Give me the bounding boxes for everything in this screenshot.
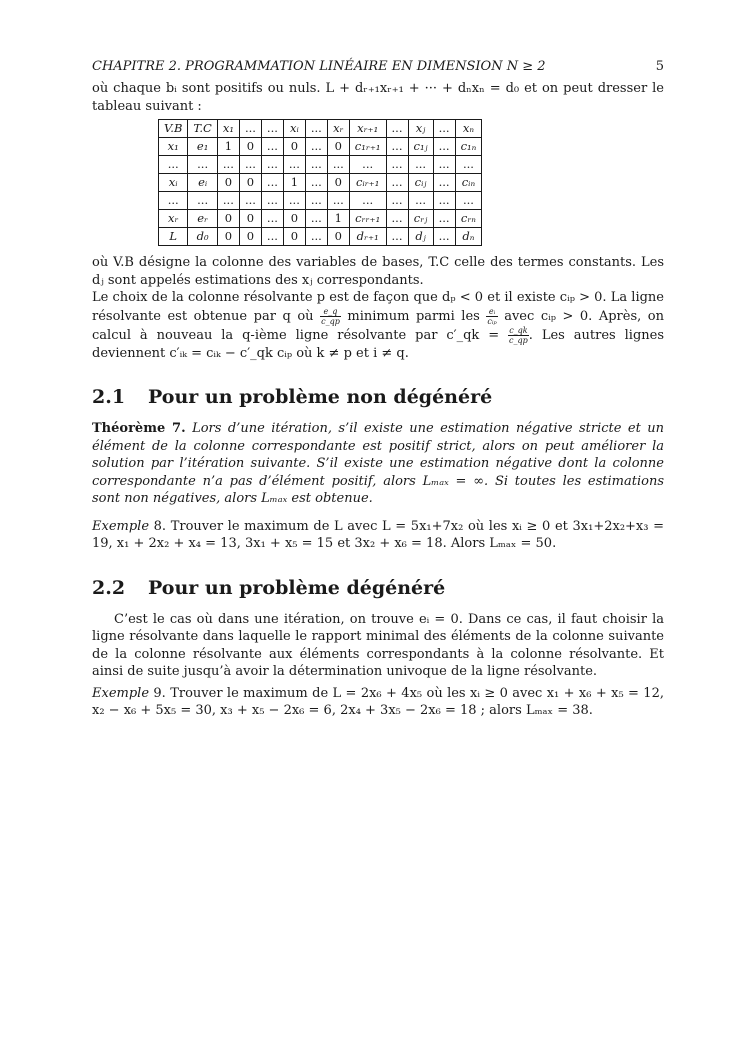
page-number: 5	[655, 59, 664, 74]
tableau-cell: xᵣ	[159, 210, 188, 228]
tableau-cell: ...	[239, 192, 261, 210]
running-header	[92, 58, 664, 80]
tableau-cell: ...	[188, 156, 217, 174]
tableau-cell: ...	[349, 192, 386, 210]
explanation-line-2b: minimum parmi les	[347, 308, 480, 324]
tableau-cell: xₙ	[455, 120, 482, 138]
tableau-cell: 0	[239, 228, 261, 246]
tableau-row	[159, 210, 482, 228]
tableau-cell: 0	[283, 138, 305, 156]
example-label: Exemple	[92, 685, 150, 701]
tableau-cell: ...	[433, 156, 455, 174]
tableau-cell: ...	[433, 138, 455, 156]
tableau-cell: ...	[455, 156, 482, 174]
tableau-cell: cᵢⱼ	[408, 174, 433, 192]
section-title: Pour un problème dégénéré	[148, 576, 446, 599]
tableau-cell: 0	[217, 210, 239, 228]
tableau-cell: ...	[327, 192, 349, 210]
simplex-tableau	[158, 119, 482, 246]
tableau-cell: xᵣ₊₁	[349, 120, 386, 138]
degenerate-paragraph: C’est le cas où dans une itération, on trouve eᵢ = 0. Dans ce cas, il faut choisir la ligne résolvante dans laquelle le rapport minimal des éléments de la colonne suivante de la colonne résolvante aux éléments correspondants à la colonne résolvante. Et ainsi de suite jusqu’à avoir la détermination univoque de la ligne résolvante.	[92, 611, 664, 679]
tableau-cell: xᵢ	[159, 174, 188, 192]
tableau-cell: 1	[283, 174, 305, 192]
fraction-eq-cqp: $\frac{e\_q}{c\_qp}$	[321, 306, 340, 326]
tableau-cell: ...	[433, 120, 455, 138]
fraction-ei-cip: $\frac{\text{eᵢ}}{\text{cᵢₚ}}$	[487, 306, 497, 326]
example-8	[92, 518, 664, 553]
tableau-cell: 0	[327, 174, 349, 192]
tableau-cell: ...	[305, 120, 327, 138]
tableau-cell: dₙ	[455, 228, 482, 246]
tableau-cell: ...	[239, 120, 261, 138]
tableau-cell: cᵣⱼ	[408, 210, 433, 228]
tableau-row	[159, 138, 482, 156]
tableau-cell: dᵣ₊₁	[349, 228, 386, 246]
tableau-cell: ...	[386, 210, 408, 228]
tableau-cell: 0	[217, 174, 239, 192]
example-text: Trouver le maximum de L = 2x₆ + 4x₅ où les xᵢ ≥ 0 avec x₁ + x₆ + x₅ = 12, x₂ − x₆ + 5x₅ = 30, x₃ + x₅ − 2x₆ = 6, 2x₄ + 3x₅ − 2x₆ = 18 ; alors Lₘₐₓ = 38.	[92, 685, 664, 718]
tableau-cell: ...	[433, 228, 455, 246]
tableau-cell: 0	[239, 174, 261, 192]
tableau-cell: ...	[386, 120, 408, 138]
tableau-cell: 0	[283, 228, 305, 246]
tableau-cell: ...	[433, 210, 455, 228]
tableau-cell: 0	[217, 228, 239, 246]
tableau-cell: ...	[433, 174, 455, 192]
chapter-title: CHAPITRE 2. PROGRAMMATION LINÉAIRE EN DIMENSION N ≥ 2	[92, 59, 546, 74]
tableau-cell: ...	[283, 192, 305, 210]
tableau-cell: ...	[408, 156, 433, 174]
tableau-cell: ...	[305, 210, 327, 228]
tableau-cell: 0	[327, 138, 349, 156]
tableau-cell: c₁ⱼ	[408, 138, 433, 156]
tableau-cell: ...	[305, 174, 327, 192]
tableau-cell: ...	[239, 156, 261, 174]
explanation-line-2c: avec cᵢₚ > 0. Après, on calcul à nouveau la q-ième ligne résolvante par c′_qk =	[92, 308, 664, 343]
tableau-cell: ...	[261, 192, 283, 210]
tableau-cell: cᵣᵣ₊₁	[349, 210, 386, 228]
theorem-text: Lors d’une itération, s’il existe une estimation négative stricte et un élément de la colonne correspondante est positif strict, alors on peut améliorer la solution par l’itération suivante. S’il existe une estimation négative dont la colonne correspondante n’a pas d’élément positif, alors Lₘₐₓ = ∞. Si toutes les estimations sont non négatives, alors Lₘₐₓ est obtenue.	[92, 421, 664, 506]
section-heading-2-1	[92, 386, 664, 408]
tableau-cell: ...	[408, 192, 433, 210]
tableau-cell: xᵢ	[283, 120, 305, 138]
tableau-cell: ...	[305, 228, 327, 246]
tableau-cell: ...	[305, 156, 327, 174]
tableau-cell: x₁	[217, 120, 239, 138]
tableau-cell: ...	[159, 156, 188, 174]
tableau-cell: e₁	[188, 138, 217, 156]
tableau-cell: ...	[188, 192, 217, 210]
theorem-7	[92, 420, 664, 508]
tableau-cell: dⱼ	[408, 228, 433, 246]
tableau-cell: ...	[349, 156, 386, 174]
tableau-cell: 0	[239, 210, 261, 228]
tableau-cell: xⱼ	[408, 120, 433, 138]
fraction-cqk-cqp: $\frac{c\_qk}{c\_qp}$	[509, 325, 528, 345]
tableau-cell: ...	[217, 156, 239, 174]
tableau-cell: c₁ᵣ₊₁	[349, 138, 386, 156]
tableau-cell: ...	[386, 156, 408, 174]
tableau-cell: xᵣ	[327, 120, 349, 138]
tableau-explanation	[92, 254, 664, 362]
tableau-cell: V.B	[159, 120, 188, 138]
tableau-cell: d₀	[188, 228, 217, 246]
tableau-cell: ...	[261, 138, 283, 156]
tableau-cell: L	[159, 228, 188, 246]
tableau-cell: 0	[327, 228, 349, 246]
tableau-cell: x₁	[159, 138, 188, 156]
tableau-cell: cᵣₙ	[455, 210, 482, 228]
section-title: Pour un problème non dégénéré	[148, 386, 493, 408]
tableau-cell: ...	[261, 156, 283, 174]
explanation-line-2a: Le choix de la colonne résolvante p est de façon que dₚ < 0 et il existe cᵢₚ > 0. La ligne résolvante est obtenue par q où	[92, 290, 664, 324]
tableau-cell: ...	[455, 192, 482, 210]
tableau-cell: ...	[217, 192, 239, 210]
tableau-cell: ...	[159, 192, 188, 210]
example-text: Trouver le maximum de L avec L = 5x₁+7x₂ où les xᵢ ≥ 0 et 3x₁+2x₂+x₃ = 19, x₁ + 2x₂ + x₄ = 13, 3x₁ + x₅ = 15 et 3x₂ + x₆ = 18. Alors Lₘₐₓ = 50.	[92, 518, 664, 551]
section-number: 2.1	[92, 386, 126, 408]
tableau-cell: ...	[433, 192, 455, 210]
tableau-cell: c₁ₙ	[455, 138, 482, 156]
tableau-cell: 1	[217, 138, 239, 156]
tableau-row	[159, 228, 482, 246]
tableau-cell: cᵢₙ	[455, 174, 482, 192]
tableau-cell: ...	[327, 156, 349, 174]
tableau-row	[159, 120, 482, 138]
tableau-row	[159, 174, 482, 192]
tableau-cell: 1	[327, 210, 349, 228]
tableau-cell: ...	[261, 174, 283, 192]
tableau-row	[159, 192, 482, 210]
tableau-cell: 0	[239, 138, 261, 156]
tableau-cell: ...	[261, 210, 283, 228]
explanation-line-2d: . Les autres lignes deviennent c′ᵢₖ = cᵢₖ − c′_qk cᵢₚ où k ≠ p et i ≠ q.	[92, 327, 664, 361]
tableau-cell: ...	[305, 138, 327, 156]
tableau-cell: ...	[386, 174, 408, 192]
tableau-cell: ...	[386, 228, 408, 246]
section-number: 2.2	[92, 576, 126, 599]
page	[92, 58, 664, 720]
tableau-cell: ...	[261, 120, 283, 138]
tableau-cell: ...	[386, 138, 408, 156]
example-number: 9.	[153, 685, 166, 701]
intro-paragraph: où chaque bᵢ sont positifs ou nuls. L + dᵣ₊₁xᵣ₊₁ + ··· + dₙxₙ = d₀ et on peut dresser le tableau suivant :	[92, 81, 664, 114]
tableau-cell: ...	[305, 192, 327, 210]
theorem-label: Théorème 7.	[92, 421, 186, 436]
example-9	[92, 685, 664, 720]
tableau-cell: ...	[283, 156, 305, 174]
tableau-cell: T.C	[188, 120, 217, 138]
example-number: 8.	[153, 518, 167, 534]
tableau-row	[159, 156, 482, 174]
explanation-line-1: où V.B désigne la colonne des variables de bases, T.C celle des termes constants. Les dⱼ sont appelés estimations des xⱼ correspondants.	[92, 255, 664, 288]
tableau-cell: eᵢ	[188, 174, 217, 192]
tableau-cell: eᵣ	[188, 210, 217, 228]
section-heading-2-2	[92, 577, 664, 599]
example-label: Exemple	[92, 518, 150, 534]
tableau-body	[159, 120, 482, 246]
tableau-cell: cᵢᵣ₊₁	[349, 174, 386, 192]
tableau-cell: ...	[386, 192, 408, 210]
tableau-cell: ...	[261, 228, 283, 246]
tableau-cell: 0	[283, 210, 305, 228]
